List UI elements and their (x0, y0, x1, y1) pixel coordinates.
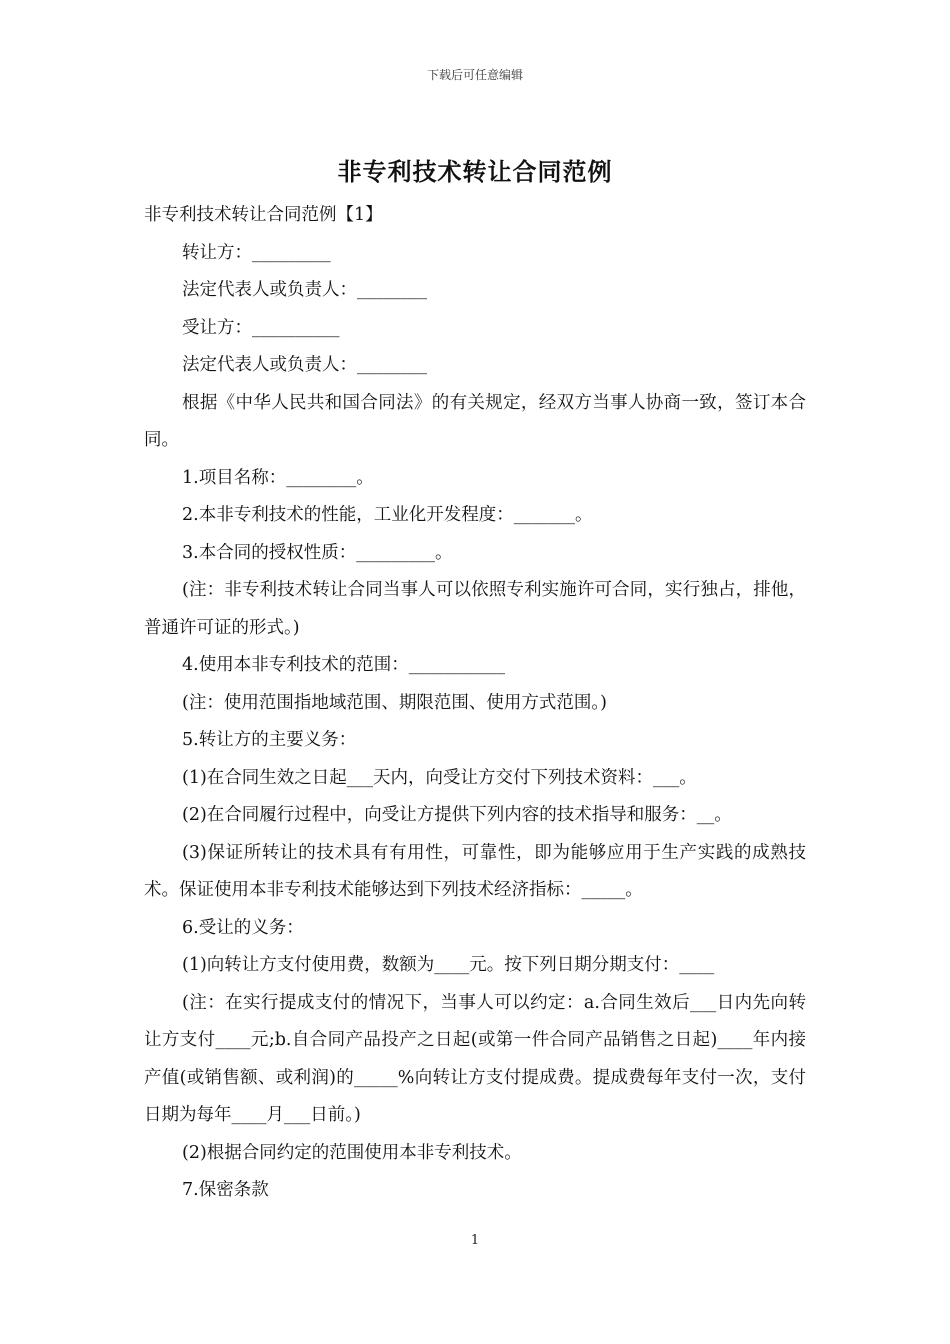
transferee-representative-field: 法定代表人或负责人：________ (182, 355, 427, 375)
section-heading: 非专利技术转让合同范例【1】 (144, 205, 383, 225)
clause-5-item-2: (2)在合同履行过程中，向受让方提供下列内容的技术指导和服务：__。 (182, 805, 732, 825)
clause-2: 2.本非专利技术的性能，工业化开发程度：_______。 (182, 505, 593, 525)
document-title: 非专利技术转让合同范例 (337, 157, 613, 186)
clause-5: 5.转让方的主要义务： (182, 730, 357, 750)
transferee-field: 受让方：__________ (182, 317, 340, 338)
clause-5-item-1: (1)在合同生效之日起___天内，向受让方交付下列技术资料：___。 (182, 767, 697, 788)
clause-1: 1.项目名称：________。 (182, 467, 374, 488)
transferor-field: 转让方：_________ (182, 242, 331, 263)
header-note: 下载后可任意编辑 (426, 68, 523, 82)
clause-4: 4.使用本非专利技术的范围：___________ (182, 655, 505, 675)
clause-3: 3.本合同的授权性质：_________。 (182, 542, 453, 563)
clause-6-item-1: (1)向转让方支付使用费，数额为____元。按下列日期分期支付：____ (182, 955, 715, 975)
document-body (144, 197, 806, 1210)
clause-7: 7.保密条款 (182, 1180, 269, 1200)
transferor-representative-field: 法定代表人或负责人：________ (182, 280, 427, 300)
clause-5-item-3: (3)保证所转让的技术具有有用性，可靠性，即为能够应用于生产实践的成熟技术。保证使用本非专利技术能够达到下列技术经济指标：_____。 (144, 842, 806, 900)
note-clause-6: (注：在实行提成支付的情况下，当事人可以约定：a.合同生效后___日内先向转让方支付____元;b.自合同产品投产之日起(或第一件合同产品销售之日起)____年内接产值(或销售额、或利润)的_____%向转让方支付提成费。提成费每年支付一次，支付日期为每年____月___日前。) (144, 992, 806, 1125)
preamble-paragraph: 根据《中华人民共和国合同法》的有关规定，经双方当事人协商一致，签订本合同。 (144, 392, 806, 450)
clause-6: 6.受让的义务： (182, 917, 304, 938)
note-clause-4: (注：使用范围指地域范围、期限范围、使用方式范围。) (182, 692, 607, 713)
note-clause-3: (注：非专利技术转让合同当事人可以依照专利实施许可合同，实行独占，排他，普通许可证的形式。) (144, 580, 806, 638)
clause-6-item-2: (2)根据合同约定的范围使用本非专利技术。 (182, 1142, 522, 1163)
page-number: 1 (470, 1233, 480, 1248)
